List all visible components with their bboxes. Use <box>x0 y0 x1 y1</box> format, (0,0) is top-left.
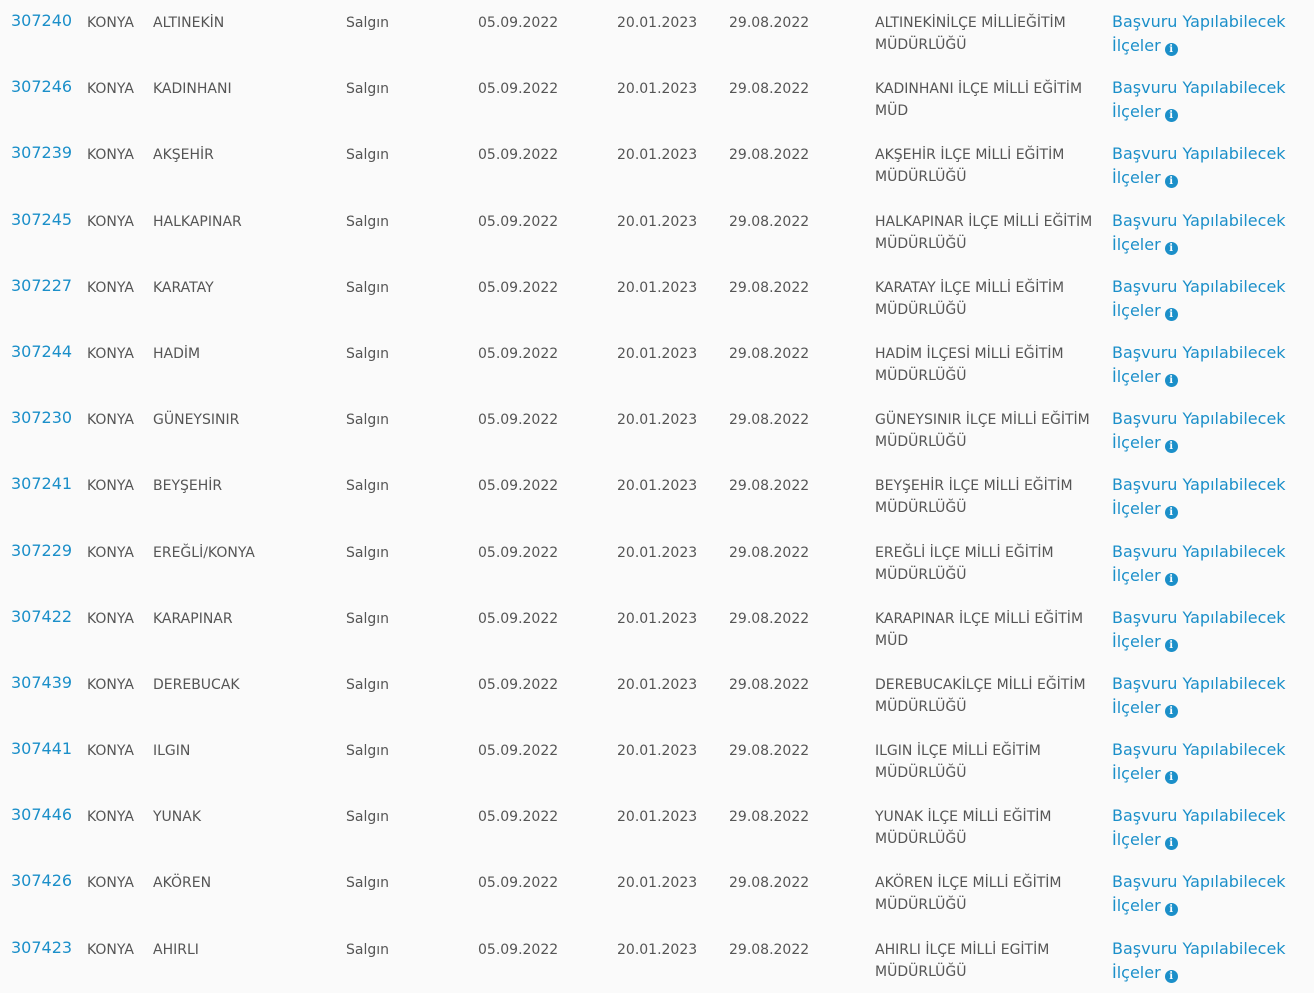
link-label-line2: İlçeler <box>1112 565 1161 585</box>
link-label-line2: İlçeler <box>1112 433 1161 453</box>
eligible-districts-link[interactable] <box>1112 341 1302 389</box>
date-publish-cell: 29.08.2022 <box>729 279 810 296</box>
record-id-link[interactable]: 307441 <box>11 739 73 759</box>
info-circle-icon: i <box>1165 175 1178 188</box>
table-row <box>0 463 1314 529</box>
province-cell: KONYA <box>87 809 134 826</box>
institution-cell: DEREBUCAKİLÇE MİLLİ EĞİTİM MÜDÜRLÜĞÜ <box>875 676 1086 715</box>
date-start-cell: 05.09.2022 <box>478 81 559 98</box>
record-id-link[interactable]: 307230 <box>11 408 73 428</box>
table-row <box>0 132 1314 198</box>
type-cell: Salgın <box>346 412 390 429</box>
link-label-line2: İlçeler <box>1112 102 1161 122</box>
date-end-cell: 20.01.2023 <box>617 412 698 429</box>
date-start-cell: 05.09.2022 <box>478 279 559 296</box>
table-row <box>0 397 1314 463</box>
institution-cell: HALKAPINAR İLÇE MİLLİ EĞİTİM MÜDÜRLÜĞÜ <box>875 213 1093 252</box>
date-start-cell: 05.09.2022 <box>478 610 559 627</box>
record-id-link[interactable]: 307422 <box>11 606 73 626</box>
record-id-link[interactable]: 307241 <box>11 474 73 494</box>
province-cell: KONYA <box>87 941 134 958</box>
date-end-cell: 20.01.2023 <box>617 81 698 98</box>
date-start-cell: 05.09.2022 <box>478 941 559 958</box>
date-start-cell: 05.09.2022 <box>478 809 559 826</box>
record-id-link[interactable]: 307426 <box>11 871 73 891</box>
link-label-line1: Başvuru Yapılabilecek <box>1112 872 1286 892</box>
info-circle-icon: i <box>1165 109 1178 122</box>
table-row <box>0 530 1314 596</box>
record-id-link[interactable]: 307245 <box>11 209 73 229</box>
date-publish-cell: 29.08.2022 <box>729 941 810 958</box>
link-label-line1: Başvuru Yapılabilecek <box>1112 673 1286 693</box>
institution-cell: AHIRLI İLÇE MİLLİ EGİTİM MÜDÜRLÜĞÜ <box>875 941 1050 980</box>
date-publish-cell: 29.08.2022 <box>729 809 810 826</box>
institution-cell: EREĞLİ İLÇE MİLLİ EĞİTİM MÜDÜRLÜĞÜ <box>875 544 1054 583</box>
district-cell: ILGIN <box>153 743 191 760</box>
institution-cell: ALTINEKİNİLÇE MİLLİEĞİTİM MÜDÜRLÜĞÜ <box>875 15 1066 53</box>
date-publish-cell: 29.08.2022 <box>729 478 810 495</box>
record-id-link[interactable]: 307446 <box>11 805 73 825</box>
type-cell: Salgın <box>346 15 390 31</box>
link-label-line1: Başvuru Yapılabilecek <box>1112 78 1286 98</box>
record-id-link[interactable]: 307239 <box>11 143 73 163</box>
date-end-cell: 20.01.2023 <box>617 345 698 362</box>
institution-cell: AKÖREN İLÇE MİLLİ EĞİTİM MÜDÜRLÜĞÜ <box>875 875 1062 914</box>
province-cell: KONYA <box>87 610 134 627</box>
record-id-link[interactable]: 307240 <box>11 11 73 30</box>
district-cell: HALKAPINAR <box>153 213 242 230</box>
table-row <box>0 662 1314 728</box>
date-publish-cell: 29.08.2022 <box>729 345 810 362</box>
institution-cell: KARATAY İLÇE MİLLİ EĞİTİM MÜDÜRLÜĞÜ <box>875 279 1065 318</box>
table-row <box>0 860 1314 926</box>
link-label-line1: Başvuru Yapılabilecek <box>1112 475 1286 495</box>
type-cell: Salgın <box>346 147 390 164</box>
link-label-line1: Başvuru Yapılabilecek <box>1112 210 1286 230</box>
date-start-cell: 05.09.2022 <box>478 345 559 362</box>
date-start-cell: 05.09.2022 <box>478 147 559 164</box>
province-cell: KONYA <box>87 279 134 296</box>
info-circle-icon: i <box>1165 43 1178 56</box>
info-circle-icon: i <box>1165 639 1178 652</box>
institution-cell: KADINHANI İLÇE MİLLİ EĞİTİM MÜD <box>875 81 1083 120</box>
province-cell: KONYA <box>87 875 134 892</box>
type-cell: Salgın <box>346 809 390 826</box>
district-cell: GÜNEYSINIR <box>153 412 240 429</box>
district-cell: KARATAY <box>153 279 214 296</box>
district-cell: HADİM <box>153 345 201 362</box>
province-cell: KONYA <box>87 412 134 429</box>
date-end-cell: 20.01.2023 <box>617 809 698 826</box>
province-cell: KONYA <box>87 478 134 495</box>
type-cell: Salgın <box>346 478 390 495</box>
table-row <box>0 0 1314 66</box>
district-cell: KADINHANI <box>153 81 232 98</box>
province-cell: KONYA <box>87 676 134 693</box>
info-circle-icon: i <box>1165 771 1178 784</box>
type-cell: Salgın <box>346 345 390 362</box>
info-circle-icon: i <box>1165 573 1178 586</box>
table-row <box>0 66 1314 132</box>
link-label-line2: İlçeler <box>1112 234 1161 254</box>
eligible-districts-link[interactable] <box>1112 10 1302 58</box>
date-publish-cell: 29.08.2022 <box>729 676 810 693</box>
district-cell: AKÖREN <box>153 875 212 892</box>
type-cell: Salgın <box>346 81 390 98</box>
date-publish-cell: 29.08.2022 <box>729 743 810 760</box>
record-id-link[interactable]: 307246 <box>11 77 73 97</box>
type-cell: Salgın <box>346 544 390 561</box>
eligible-districts-link[interactable] <box>1112 738 1302 786</box>
link-label-line1: Başvuru Yapılabilecek <box>1112 607 1286 627</box>
eligible-districts-link[interactable] <box>1112 937 1302 985</box>
link-label-line2: İlçeler <box>1112 962 1161 982</box>
institution-cell: ILGIN İLÇE MİLLİ EĞİTİM MÜDÜRLÜĞÜ <box>875 743 1041 782</box>
institution-cell: BEYŞEHİR İLÇE MİLLİ EĞİTİM MÜDÜRLÜĞÜ <box>875 478 1073 517</box>
date-end-cell: 20.01.2023 <box>617 875 698 892</box>
date-start-cell: 05.09.2022 <box>478 743 559 760</box>
institution-cell: YUNAK İLÇE MİLLİ EĞİTİM MÜDÜRLÜĞÜ <box>875 809 1052 848</box>
date-end-cell: 20.01.2023 <box>617 610 698 627</box>
institution-cell: GÜNEYSINIR İLÇE MİLLİ EĞİTİM MÜDÜRLÜĞÜ <box>875 412 1090 451</box>
info-circle-icon: i <box>1165 308 1178 321</box>
eligible-districts-link[interactable] <box>1112 407 1302 455</box>
institution-cell: HADİM İLÇESİ MİLLİ EĞİTİM MÜDÜRLÜĞÜ <box>875 345 1064 384</box>
record-id-link[interactable]: 307244 <box>11 341 73 361</box>
date-end-cell: 20.01.2023 <box>617 279 698 296</box>
link-label-line2: İlçeler <box>1112 697 1161 717</box>
table-row <box>0 265 1314 331</box>
district-cell: DEREBUCAK <box>153 676 240 693</box>
institution-cell: KARAPINAR İLÇE MİLLİ EĞİTİM MÜD <box>875 610 1084 649</box>
info-circle-icon: i <box>1165 903 1178 916</box>
province-cell: KONYA <box>87 15 134 31</box>
eligible-districts-link[interactable] <box>1112 473 1302 521</box>
date-start-cell: 05.09.2022 <box>478 478 559 495</box>
date-start-cell: 05.09.2022 <box>478 213 559 230</box>
province-cell: KONYA <box>87 213 134 230</box>
date-end-cell: 20.01.2023 <box>617 15 698 31</box>
district-cell: EREĞLİ/KONYA <box>153 544 255 561</box>
eligible-districts-link[interactable] <box>1112 540 1302 588</box>
date-publish-cell: 29.08.2022 <box>729 213 810 230</box>
date-end-cell: 20.01.2023 <box>617 544 698 561</box>
date-end-cell: 20.01.2023 <box>617 941 698 958</box>
district-cell: BEYŞEHİR <box>153 478 223 495</box>
link-label-line2: İlçeler <box>1112 764 1161 784</box>
province-cell: KONYA <box>87 345 134 362</box>
link-label-line2: İlçeler <box>1112 168 1161 188</box>
district-cell: ALTINEKİN <box>153 15 225 31</box>
link-label-line2: İlçeler <box>1112 830 1161 850</box>
record-id-link[interactable]: 307439 <box>11 672 73 692</box>
type-cell: Salgın <box>346 676 390 693</box>
table-row <box>0 794 1314 860</box>
type-cell: Salgın <box>346 743 390 760</box>
link-label-line1: Başvuru Yapılabilecek <box>1112 541 1286 561</box>
link-label-line1: Başvuru Yapılabilecek <box>1112 938 1286 958</box>
info-circle-icon: i <box>1165 705 1178 718</box>
date-publish-cell: 29.08.2022 <box>729 81 810 98</box>
date-publish-cell: 29.08.2022 <box>729 412 810 429</box>
record-id-link[interactable]: 307423 <box>11 937 73 957</box>
link-label-line2: İlçeler <box>1112 631 1161 651</box>
link-label-line1: Başvuru Yapılabilecek <box>1112 12 1286 31</box>
type-cell: Salgın <box>346 213 390 230</box>
date-start-cell: 05.09.2022 <box>478 676 559 693</box>
link-label-line1: Başvuru Yapılabilecek <box>1112 740 1286 760</box>
date-start-cell: 05.09.2022 <box>478 875 559 892</box>
date-publish-cell: 29.08.2022 <box>729 147 810 164</box>
table-row <box>0 927 1314 993</box>
date-start-cell: 05.09.2022 <box>478 412 559 429</box>
link-label-line1: Başvuru Yapılabilecek <box>1112 276 1286 296</box>
info-circle-icon: i <box>1165 837 1178 850</box>
eligible-districts-link[interactable] <box>1112 76 1302 124</box>
type-cell: Salgın <box>346 279 390 296</box>
table-row <box>0 331 1314 397</box>
date-publish-cell: 29.08.2022 <box>729 610 810 627</box>
link-label-line1: Başvuru Yapılabilecek <box>1112 342 1286 362</box>
eligible-districts-link[interactable] <box>1112 870 1302 918</box>
date-start-cell: 05.09.2022 <box>478 544 559 561</box>
info-circle-icon: i <box>1165 374 1178 387</box>
date-end-cell: 20.01.2023 <box>617 147 698 164</box>
link-label-line1: Başvuru Yapılabilecek <box>1112 144 1286 164</box>
link-label-line1: Başvuru Yapılabilecek <box>1112 806 1286 826</box>
date-end-cell: 20.01.2023 <box>617 743 698 760</box>
type-cell: Salgın <box>346 875 390 892</box>
link-label-line1: Başvuru Yapılabilecek <box>1112 409 1286 429</box>
date-end-cell: 20.01.2023 <box>617 676 698 693</box>
province-cell: KONYA <box>87 81 134 98</box>
district-cell: YUNAK <box>153 809 202 826</box>
date-end-cell: 20.01.2023 <box>617 213 698 230</box>
district-cell: AKŞEHİR <box>153 147 214 164</box>
date-start-cell: 05.09.2022 <box>478 15 559 31</box>
date-publish-cell: 29.08.2022 <box>729 875 810 892</box>
date-end-cell: 20.01.2023 <box>617 478 698 495</box>
link-label-line2: İlçeler <box>1112 300 1161 320</box>
eligible-districts-link[interactable] <box>1112 804 1302 852</box>
eligible-districts-link[interactable] <box>1112 606 1302 654</box>
province-cell: KONYA <box>87 544 134 561</box>
link-label-line2: İlçeler <box>1112 896 1161 916</box>
institution-cell: AKŞEHİR İLÇE MİLLİ EĞİTİM MÜDÜRLÜĞÜ <box>875 147 1065 186</box>
table-row <box>0 596 1314 662</box>
info-circle-icon: i <box>1165 242 1178 255</box>
province-cell: KONYA <box>87 743 134 760</box>
record-id-link[interactable]: 307227 <box>11 275 73 295</box>
info-circle-icon: i <box>1165 970 1178 983</box>
table-row <box>0 199 1314 265</box>
province-cell: KONYA <box>87 147 134 164</box>
district-cell: KARAPINAR <box>153 610 233 627</box>
info-circle-icon: i <box>1165 506 1178 519</box>
eligible-districts-link[interactable] <box>1112 275 1302 323</box>
eligible-districts-link[interactable] <box>1112 672 1302 720</box>
date-publish-cell: 29.08.2022 <box>729 544 810 561</box>
eligible-districts-link[interactable] <box>1112 209 1302 257</box>
record-id-link[interactable]: 307229 <box>11 540 73 560</box>
info-circle-icon: i <box>1165 440 1178 453</box>
table-row <box>0 728 1314 794</box>
district-cell: AHIRLI <box>153 941 199 958</box>
link-label-line2: İlçeler <box>1112 366 1161 386</box>
link-label-line2: İlçeler <box>1112 36 1161 55</box>
link-label-line2: İlçeler <box>1112 499 1161 519</box>
type-cell: Salgın <box>346 941 390 958</box>
type-cell: Salgın <box>346 610 390 627</box>
eligible-districts-link[interactable] <box>1112 142 1302 190</box>
date-publish-cell: 29.08.2022 <box>729 15 810 31</box>
